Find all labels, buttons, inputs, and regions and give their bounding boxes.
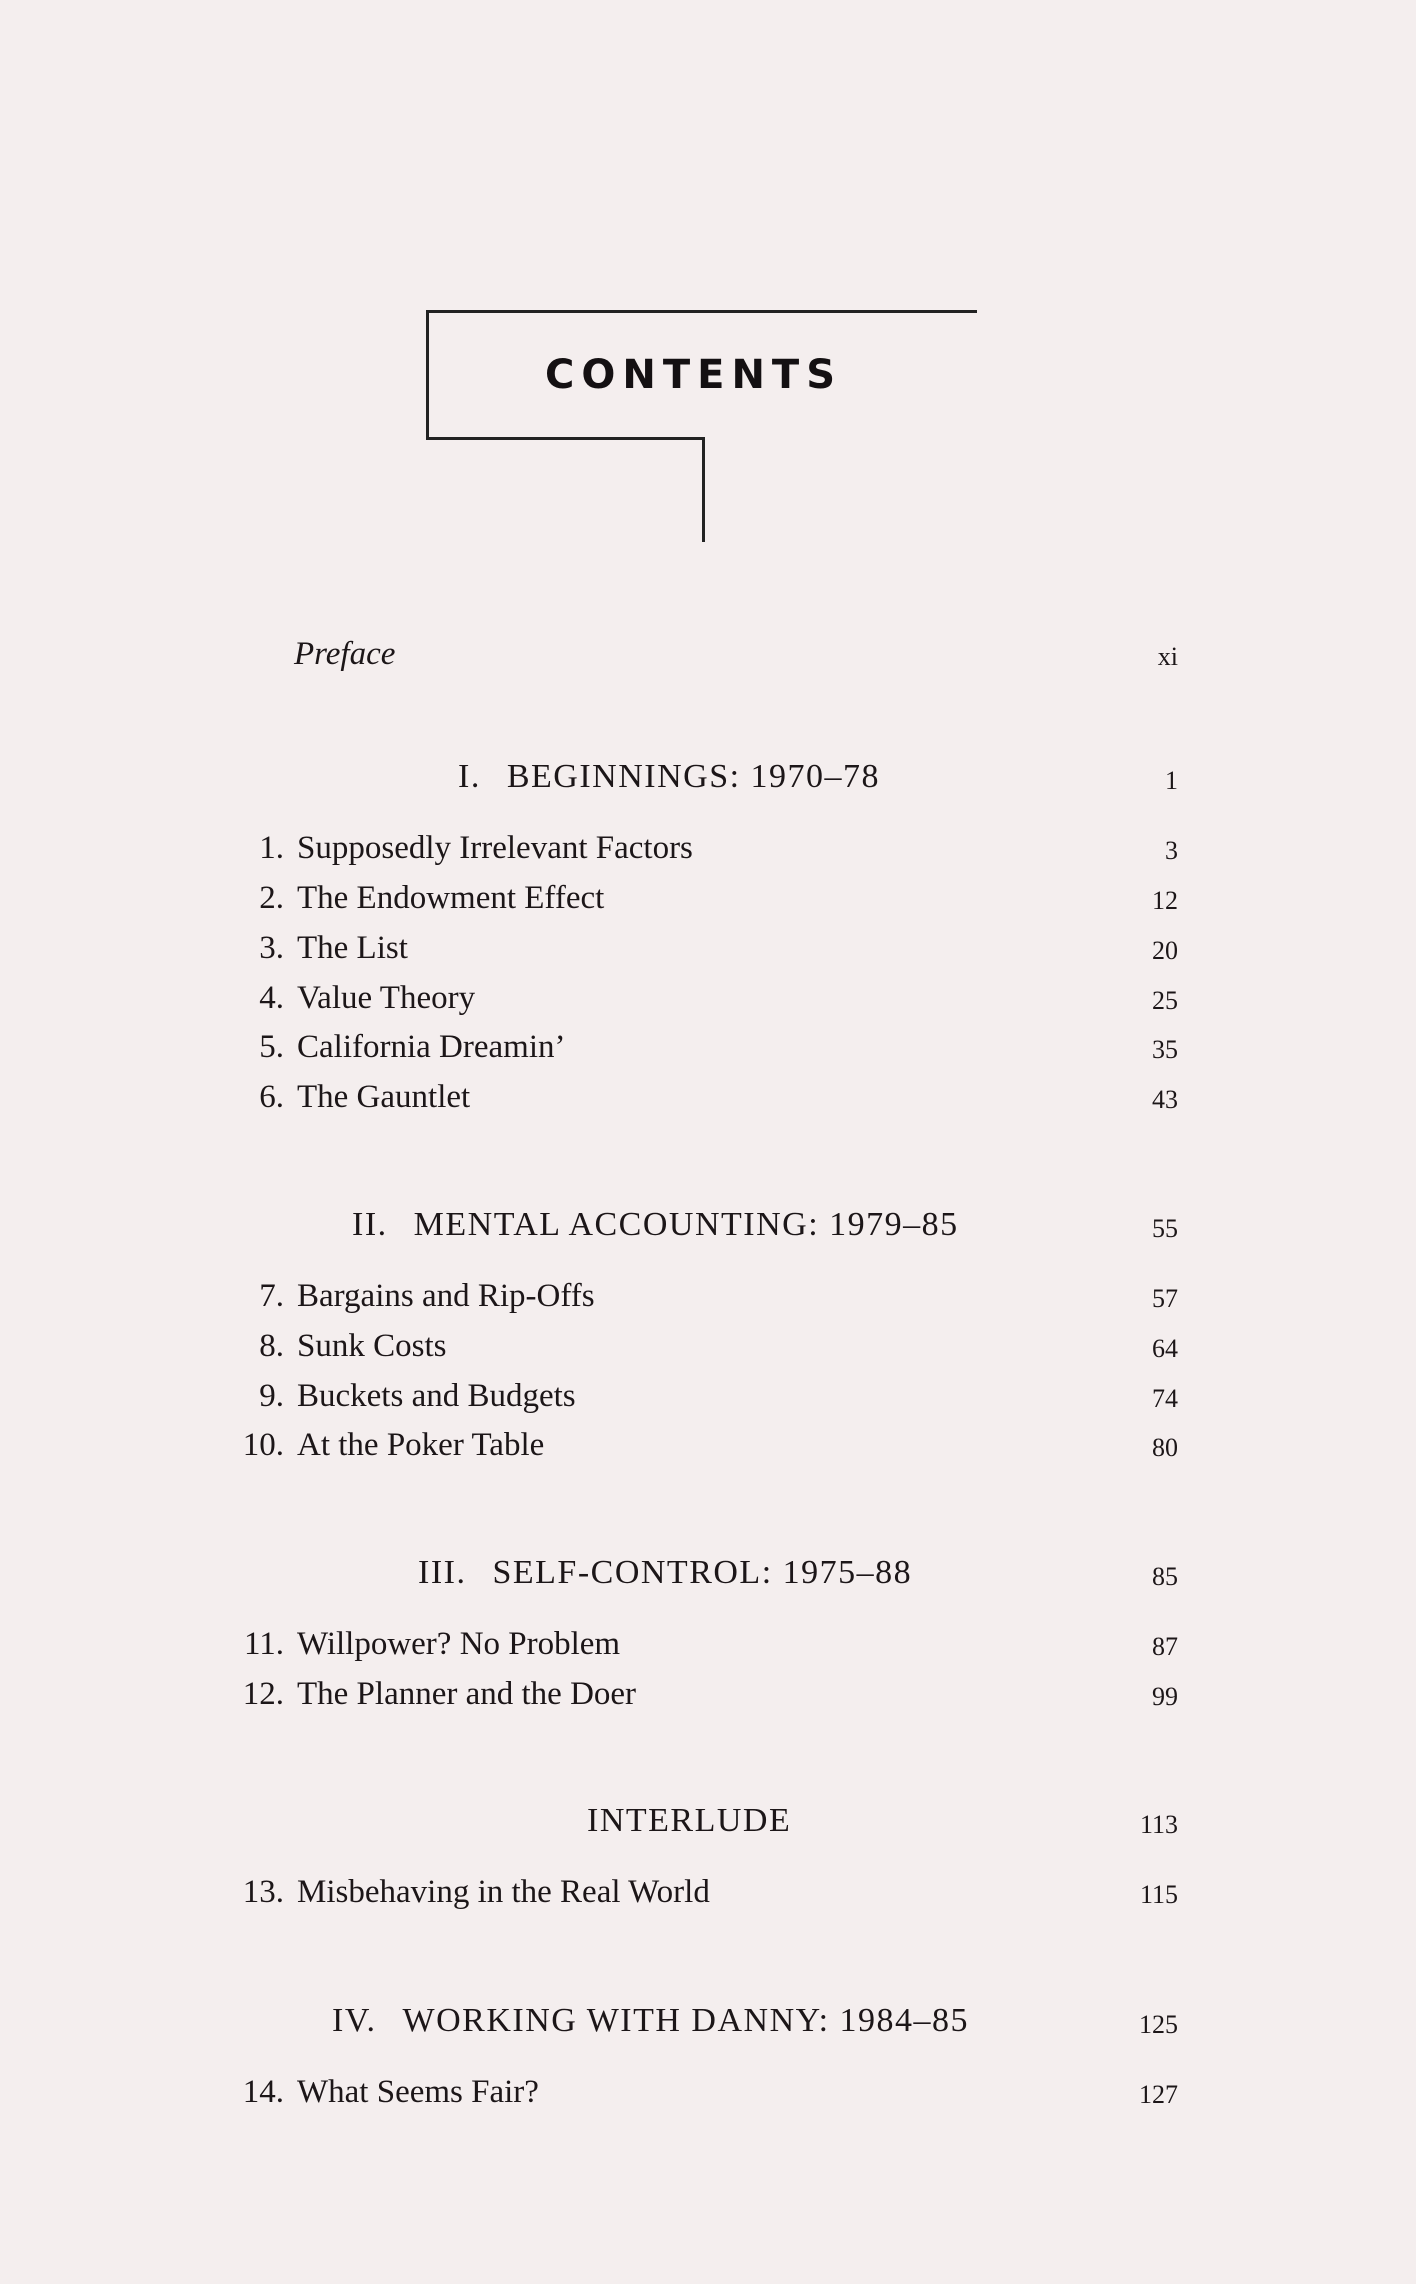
part-heading — [0, 758, 1416, 806]
part-title: WORKING WITH DANNY: 1984–85 — [402, 2002, 970, 2039]
part-heading — [0, 2002, 1416, 2050]
preface-title: Preface — [294, 636, 396, 672]
chapter-entry — [0, 1676, 1416, 1724]
preface-page: xi — [1157, 642, 1178, 671]
chapter-entry — [0, 930, 1416, 978]
chapter-page: 35 — [1152, 1035, 1178, 1064]
chapter-page: 12 — [1152, 886, 1178, 915]
chapter-title: The List — [297, 930, 408, 966]
chapter-title: At the Poker Table — [297, 1427, 545, 1463]
chapter-page: 74 — [1152, 1384, 1178, 1413]
part-heading — [0, 1554, 1416, 1602]
chapter-entry — [0, 830, 1416, 878]
heading-frame-left — [426, 310, 429, 439]
chapter-number: 10. — [242, 1427, 284, 1463]
part-title: MENTAL ACCOUNTING: 1979–85 — [413, 1206, 959, 1243]
part-page: 1 — [1165, 766, 1178, 795]
chapter-number: 7. — [259, 1278, 284, 1314]
chapter-entry — [0, 1029, 1416, 1077]
preface-entry — [0, 636, 1416, 684]
part-roman: II. — [352, 1206, 388, 1243]
chapter-title: The Endowment Effect — [297, 880, 605, 916]
chapter-page: 64 — [1152, 1334, 1178, 1363]
chapter-entry — [0, 2074, 1416, 2122]
chapter-number: 11. — [243, 1626, 284, 1662]
chapter-title: Bargains and Rip-Offs — [297, 1278, 595, 1314]
chapter-number: 12. — [242, 1676, 284, 1712]
chapter-title: Sunk Costs — [297, 1328, 447, 1364]
chapter-number: 2. — [259, 880, 284, 916]
chapter-title: California Dreamin’ — [297, 1029, 566, 1065]
chapter-number: 4. — [259, 980, 284, 1016]
chapter-number: 9. — [259, 1378, 284, 1414]
chapter-page: 80 — [1152, 1433, 1178, 1462]
heading-frame-top — [426, 310, 977, 313]
chapter-page: 20 — [1152, 936, 1178, 965]
chapter-number: 8. — [259, 1328, 284, 1364]
part-title: INTERLUDE — [587, 1802, 792, 1839]
chapter-title: Supposedly Irrelevant Factors — [297, 830, 693, 866]
part-roman: III. — [418, 1554, 467, 1591]
chapter-page: 3 — [1165, 836, 1178, 865]
chapter-title: What Seems Fair? — [297, 2074, 539, 2110]
chapter-entry — [0, 1626, 1416, 1674]
chapter-number: 13. — [242, 1874, 284, 1910]
part-roman: IV. — [332, 2002, 377, 2039]
chapter-page: 115 — [1139, 1880, 1178, 1909]
chapter-entry — [0, 1328, 1416, 1376]
chapter-page: 87 — [1152, 1632, 1178, 1661]
part-heading — [0, 1206, 1416, 1254]
chapter-entry — [0, 980, 1416, 1028]
chapter-page: 57 — [1152, 1284, 1178, 1313]
chapter-number: 6. — [259, 1079, 284, 1115]
chapter-title: The Planner and the Doer — [297, 1676, 637, 1712]
heading-frame-right — [702, 437, 705, 542]
page-title: CONTENTS — [545, 352, 843, 398]
chapter-page: 25 — [1152, 986, 1178, 1015]
chapter-title: Buckets and Budgets — [297, 1378, 576, 1414]
part-page: 85 — [1152, 1562, 1178, 1591]
part-page: 125 — [1139, 2010, 1178, 2039]
chapter-number: 5. — [259, 1029, 284, 1065]
chapter-title: Value Theory — [297, 980, 476, 1016]
chapter-number: 14. — [242, 2074, 284, 2110]
part-page: 113 — [1139, 1810, 1178, 1839]
chapter-entry — [0, 1079, 1416, 1127]
heading-frame-bottom — [426, 437, 704, 440]
chapter-entry — [0, 1278, 1416, 1326]
chapter-entry — [0, 1427, 1416, 1475]
chapter-title: Misbehaving in the Real World — [297, 1874, 710, 1910]
chapter-title: Willpower? No Problem — [297, 1626, 621, 1662]
part-page: 55 — [1152, 1214, 1178, 1243]
chapter-page: 99 — [1152, 1682, 1178, 1711]
chapter-number: 3. — [259, 930, 284, 966]
chapter-entry — [0, 1378, 1416, 1426]
part-title: SELF-CONTROL: 1975–88 — [492, 1554, 913, 1591]
chapter-page: 127 — [1139, 2080, 1178, 2109]
part-roman: I. — [458, 758, 481, 795]
chapter-title: The Gauntlet — [297, 1079, 471, 1115]
chapter-number: 1. — [259, 830, 284, 866]
chapter-page: 43 — [1152, 1085, 1178, 1114]
chapter-entry — [0, 880, 1416, 928]
interlude-heading — [0, 1802, 1416, 1850]
chapter-entry — [0, 1874, 1416, 1922]
part-title: BEGINNINGS: 1970–78 — [506, 758, 881, 795]
